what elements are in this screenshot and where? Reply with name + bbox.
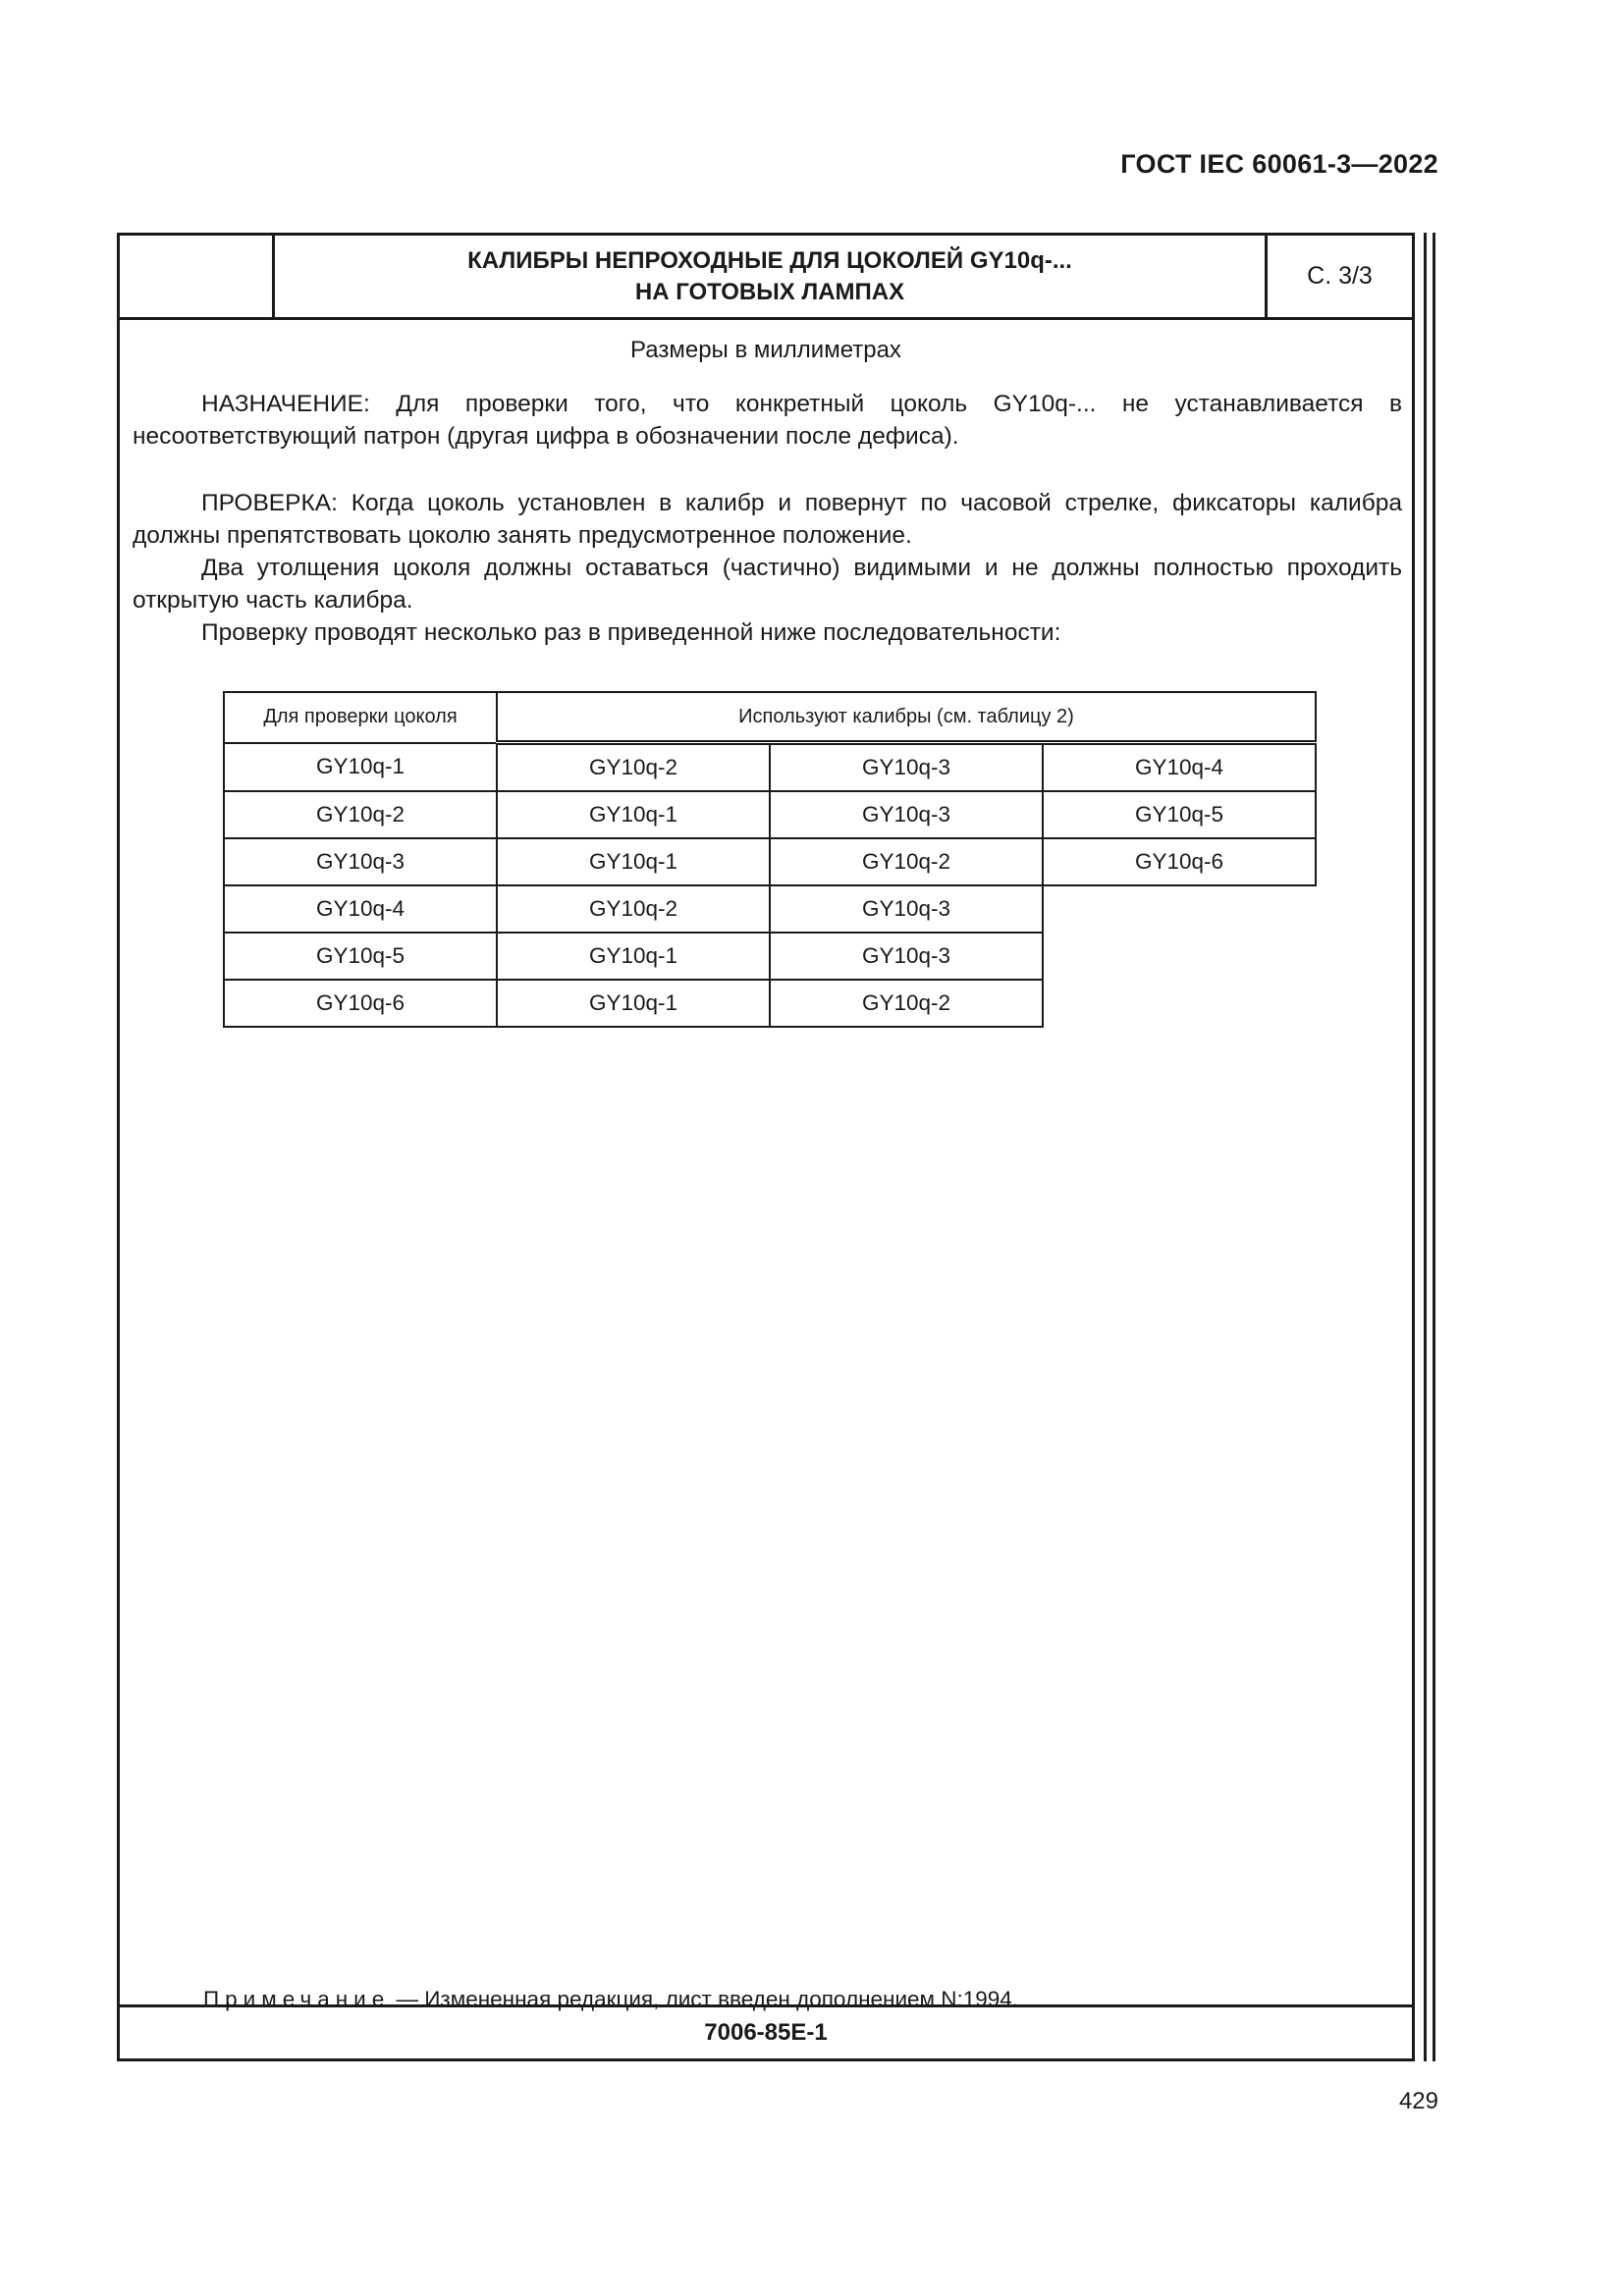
table-empty-cell — [1043, 885, 1316, 933]
table-cell: GY10q-2 — [497, 743, 770, 792]
table-cell: GY10q-6 — [224, 980, 497, 1027]
page-number: 429 — [1398, 2088, 1438, 2114]
table-cell: GY10q-1 — [497, 933, 770, 980]
table-header-row — [224, 692, 1316, 743]
sheet-number: С. 3/3 — [1265, 236, 1412, 317]
table-cell: GY10q-4 — [224, 885, 497, 933]
table-cell: GY10q-1 — [497, 791, 770, 838]
frame-edge-line — [1433, 233, 1435, 2061]
table-row — [224, 791, 1316, 838]
table-header-cap: Для проверки цоколя — [224, 692, 497, 743]
bosses-paragraph: Два утолщения цоколя должны оставаться (частично) видимыми и не должны полностью проходить открытую часть калибра. — [133, 555, 1402, 614]
standard-designation: ГОСТ IEC 60061-3—2022 — [1120, 149, 1438, 179]
table-cell: GY10q-2 — [770, 980, 1043, 1027]
table-cell: GY10q-1 — [497, 980, 770, 1027]
table-cell: GY10q-5 — [1043, 791, 1316, 838]
table-cell: GY10q-1 — [224, 743, 497, 792]
table-cell: GY10q-2 — [497, 885, 770, 933]
units-note: Размеры в миллиметрах — [630, 337, 901, 363]
table-empty-cell — [1043, 933, 1316, 980]
table-row — [224, 885, 1316, 933]
table-header-gauges: Используют калибры (см. таблицу 2) — [497, 692, 1316, 743]
sheet-title — [275, 236, 1265, 317]
table-cell: GY10q-2 — [224, 791, 497, 838]
purpose-paragraph: НАЗНАЧЕНИЕ: Для проверки того, что конкретный цоколь GY10q-... не устанавливается в несоответствующий патрон (другая цифра в обозначении после дефиса). — [133, 391, 1402, 450]
check-paragraph: ПРОВЕРКА: Когда цоколь установлен в калибр и повернут по часовой стрелке, фиксаторы калибра должны препятствовать цоколю занять предусмотренное положение. — [133, 490, 1402, 549]
frame-edge-line — [1424, 233, 1427, 2061]
table-cell: GY10q-4 — [1043, 743, 1316, 792]
note-label: Примечание — [203, 1987, 391, 2011]
sheet-title-line2: НА ГОТОВЫХ ЛАМПАХ — [634, 278, 905, 305]
table-cell: GY10q-3 — [770, 743, 1043, 792]
gauge-sequence-table — [223, 691, 1317, 1028]
table-row — [224, 838, 1316, 885]
sheet-title-line1: КАЛИБРЫ НЕПРОХОДНЫЕ ДЛЯ ЦОКОЛЕЙ GY10q-... — [467, 246, 1072, 274]
table-row — [224, 933, 1316, 980]
sequence-paragraph: Проверку проводят несколько раз в приведенной ниже последовательности: — [201, 619, 1061, 646]
table-row — [224, 743, 1316, 792]
table-cell: GY10q-3 — [770, 791, 1043, 838]
table-cell: GY10q-3 — [770, 933, 1043, 980]
table-cell: GY10q-1 — [497, 838, 770, 885]
title-block-blank-cell — [120, 236, 275, 317]
title-block — [120, 236, 1412, 320]
table-cell: GY10q-2 — [770, 838, 1043, 885]
note-text: — Измененная редакция, лист введен дополнением N:1994. — [390, 1987, 1019, 2011]
table-cell: GY10q-6 — [1043, 838, 1316, 885]
table-empty-cell — [1043, 980, 1316, 1027]
table-cell: GY10q-5 — [224, 933, 497, 980]
table-cell: GY10q-3 — [224, 838, 497, 885]
sheet-frame — [117, 233, 1415, 2061]
table-row — [224, 980, 1316, 1027]
sheet-code: 7006-85E-1 — [120, 2004, 1412, 2058]
table-cell: GY10q-3 — [770, 885, 1043, 933]
